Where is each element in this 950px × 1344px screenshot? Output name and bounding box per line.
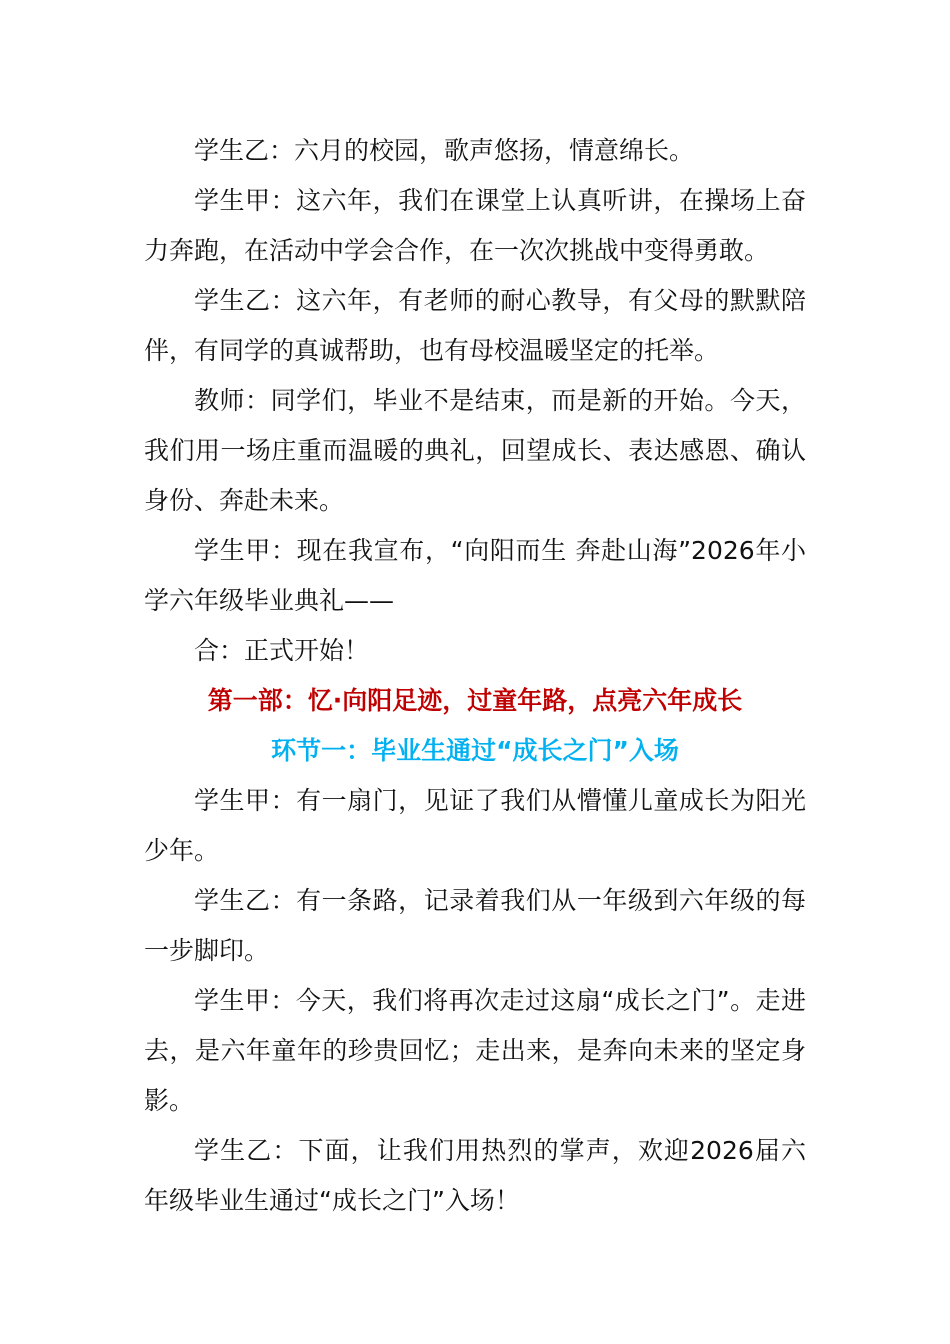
script-line: 教师：同学们，毕业不是结束，而是新的开始。今天，我们用一场庄重而温暖的典礼，回望成长、表达感恩、确认身份、奔赴未来。	[144, 386, 806, 515]
script-line: 学生乙：有一条路，记录着我们从一年级到六年级的每一步脚印。	[144, 886, 806, 965]
script-line: 学生甲：现在我宣布，“向阳而生 奔赴山海”2026年小学六年级毕业典礼——	[144, 536, 806, 615]
document-body	[144, 126, 806, 1226]
script-line: 合：正式开始！	[194, 636, 370, 665]
script-line: 学生甲：今天，我们将再次走过这扇“成长之门”。走进去，是六年童年的珍贵回忆；走出来，是奔向未来的坚定身影。	[144, 986, 806, 1115]
part-heading: 第一部：忆·向阳足迹，过童年路，点亮六年成长	[207, 686, 743, 715]
script-line: 学生乙：下面，让我们用热烈的掌声，欢迎2026届六年级毕业生通过“成长之门”入场！	[144, 1136, 806, 1215]
script-line: 学生甲：有一扇门，见证了我们从懵懂儿童成长为阳光少年。	[144, 786, 806, 865]
script-line: 学生甲：这六年，我们在课堂上认真听讲，在操场上奋力奔跑，在活动中学会合作，在一次次挑战中变得勇敢。	[144, 186, 806, 265]
section-heading: 环节一：毕业生通过“成长之门”入场	[271, 736, 679, 765]
script-line: 学生乙：这六年，有老师的耐心教导，有父母的默默陪伴，有同学的真诚帮助，也有母校温暖坚定的托举。	[144, 286, 806, 365]
script-line: 学生乙：六月的校园，歌声悠扬，情意绵长。	[194, 136, 695, 165]
